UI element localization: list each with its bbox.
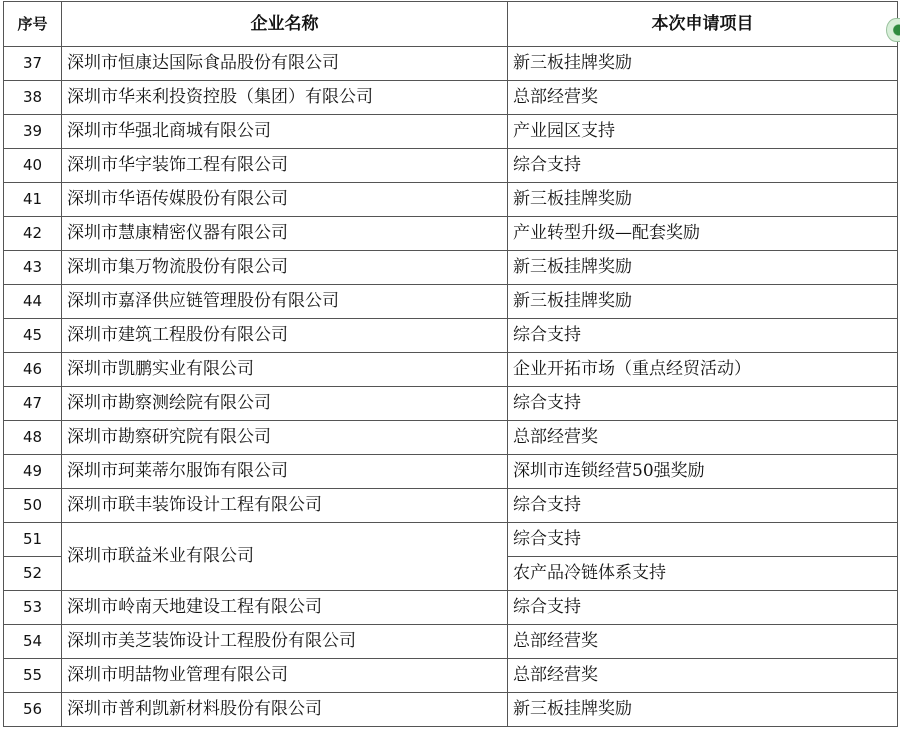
application-item: 综合支持 [508,149,898,183]
table-row [4,693,898,727]
company-name: 深圳市华语传媒股份有限公司 [62,183,508,217]
application-item: 新三板挂牌奖励 [508,285,898,319]
row-number: 44 [4,285,62,319]
company-name: 深圳市慧康精密仪器有限公司 [62,217,508,251]
company-name: 深圳市凯鹏实业有限公司 [62,353,508,387]
header-no: 序号 [4,2,62,47]
row-number: 41 [4,183,62,217]
row-number: 47 [4,387,62,421]
row-number: 38 [4,81,62,115]
company-name: 深圳市集万物流股份有限公司 [62,251,508,285]
table-row [4,387,898,421]
row-number: 51 [4,523,62,557]
row-number: 37 [4,47,62,81]
company-name: 深圳市建筑工程股份有限公司 [62,319,508,353]
table-row [4,319,898,353]
application-item: 新三板挂牌奖励 [508,183,898,217]
company-name: 深圳市普利凯新材料股份有限公司 [62,693,508,727]
company-name: 深圳市联丰装饰设计工程有限公司 [62,489,508,523]
table-row [4,455,898,489]
application-item: 综合支持 [508,489,898,523]
row-number: 46 [4,353,62,387]
company-name: 深圳市华强北商城有限公司 [62,115,508,149]
application-item: 总部经营奖 [508,81,898,115]
row-number: 50 [4,489,62,523]
table-row [4,285,898,319]
company-name: 深圳市珂莱蒂尔服饰有限公司 [62,455,508,489]
company-name: 深圳市勘察研究院有限公司 [62,421,508,455]
table-row [4,625,898,659]
row-number: 48 [4,421,62,455]
row-number: 39 [4,115,62,149]
application-item: 综合支持 [508,319,898,353]
header-company-name: 企业名称 [62,2,508,47]
table-row [4,523,898,557]
application-item: 产业园区支持 [508,115,898,149]
table-body [4,47,898,727]
company-name: 深圳市岭南天地建设工程有限公司 [62,591,508,625]
company-name: 深圳市华宇装饰工程有限公司 [62,149,508,183]
table-row [4,183,898,217]
table-row [4,81,898,115]
header-row [4,2,898,47]
application-item: 新三板挂牌奖励 [508,47,898,81]
application-item: 总部经营奖 [508,659,898,693]
table-row [4,149,898,183]
row-number: 52 [4,557,62,591]
application-item: 深圳市连锁经营50强奖励 [508,455,898,489]
row-number: 56 [4,693,62,727]
row-number: 43 [4,251,62,285]
table-row [4,217,898,251]
row-number: 55 [4,659,62,693]
table-row [4,659,898,693]
company-name: 深圳市明喆物业管理有限公司 [62,659,508,693]
application-item: 新三板挂牌奖励 [508,251,898,285]
company-name: 深圳市勘察测绘院有限公司 [62,387,508,421]
table-row [4,353,898,387]
company-name: 深圳市恒康达国际食品股份有限公司 [62,47,508,81]
subsidy-table [3,1,898,727]
table-row [4,421,898,455]
application-item: 产业转型升级—配套奖励 [508,217,898,251]
company-name: 深圳市联益米业有限公司 [62,523,508,591]
application-item: 综合支持 [508,591,898,625]
company-name: 深圳市华来利投资控股（集团）有限公司 [62,81,508,115]
row-number: 54 [4,625,62,659]
application-item: 农产品冷链体系支持 [508,557,898,591]
application-item: 综合支持 [508,523,898,557]
application-item: 总部经营奖 [508,421,898,455]
company-name: 深圳市嘉泽供应链管理股份有限公司 [62,285,508,319]
side-badge-icon [886,18,900,42]
application-item: 总部经营奖 [508,625,898,659]
row-number: 40 [4,149,62,183]
header-application-item: 本次申请项目 [508,2,898,47]
row-number: 45 [4,319,62,353]
table-row [4,489,898,523]
application-item: 企业开拓市场（重点经贸活动） [508,353,898,387]
table-row [4,251,898,285]
row-number: 53 [4,591,62,625]
application-item: 综合支持 [508,387,898,421]
company-name: 深圳市美芝装饰设计工程股份有限公司 [62,625,508,659]
application-item: 新三板挂牌奖励 [508,693,898,727]
table-row [4,47,898,81]
table-row [4,591,898,625]
table-row [4,115,898,149]
row-number: 49 [4,455,62,489]
row-number: 42 [4,217,62,251]
